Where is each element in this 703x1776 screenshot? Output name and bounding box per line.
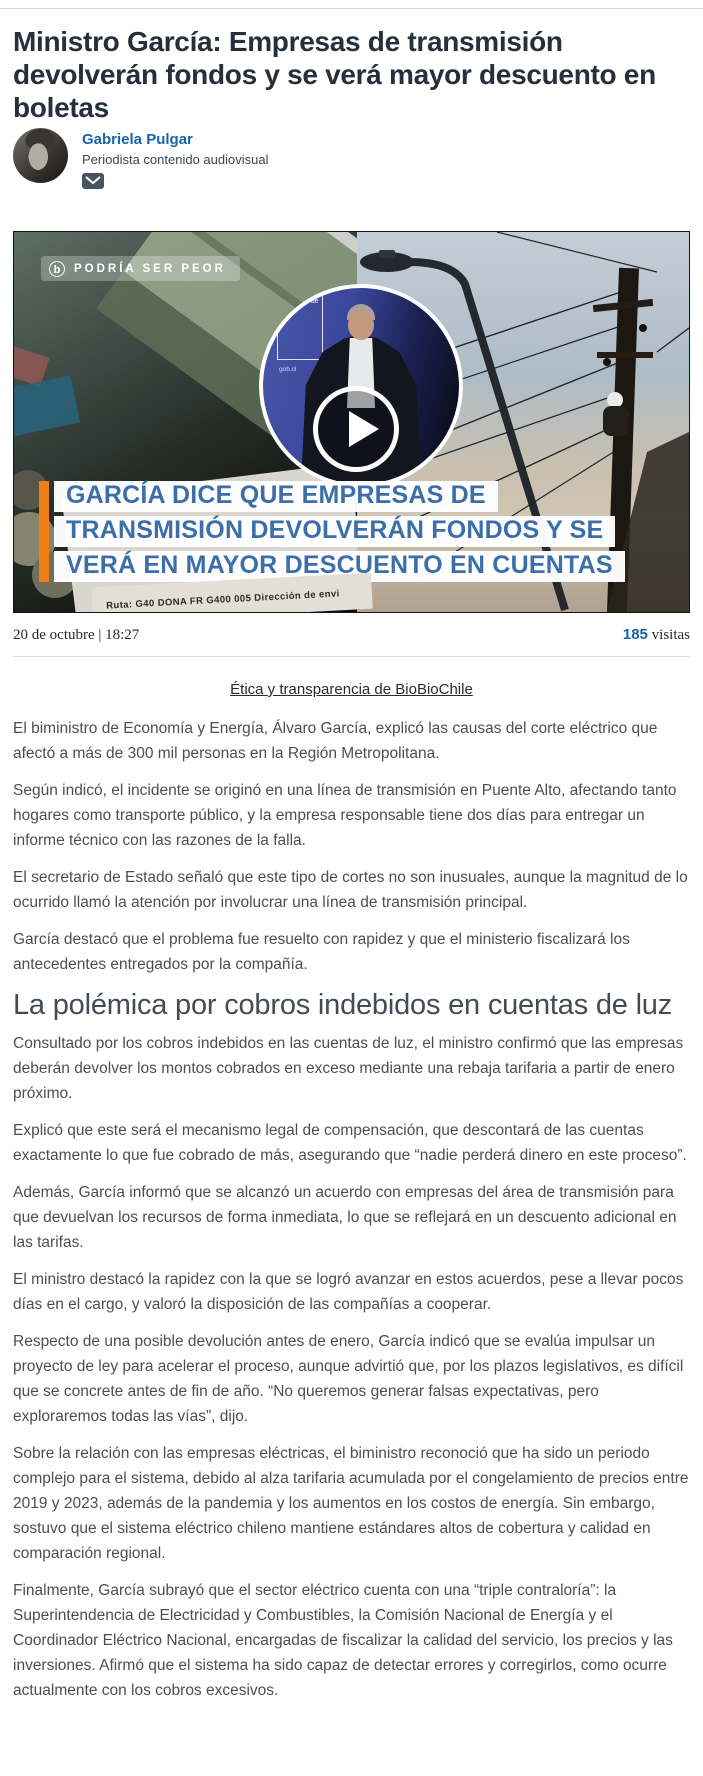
program-badge-label: PODRÍA SER PEOR (74, 262, 226, 275)
lower-third-orange-bar (39, 481, 49, 582)
author-avatar[interactable] (13, 128, 68, 183)
email-icon[interactable] (82, 173, 104, 189)
author-role: Periodista contenido audiovisual (82, 152, 269, 167)
video-title-block (54, 481, 625, 586)
article-paragraph: El secretario de Estado señaló que este tipo de cortes no son inusuales, aunque la magnitud de lo ocurrido llamó la atención por involucrar una línea de transmisión principal. (13, 869, 688, 911)
program-badge (41, 256, 240, 281)
article-paragraph: El biministro de Economía y Energía, Álvaro García, explicó las causas del corte eléctrico que afectó a más de 300 mil personas en la Región Metropolitana. (13, 720, 658, 762)
article-paragraph: Consultado por los cobros indebidos en las cuentas de luz, el ministro confirmó que las empresas deberán devolver los montos cobrados en exceso mediante una rebaja tarifaria a partir de enero próximo. (13, 1035, 684, 1102)
receipt-text: Ruta: G40 DONA FR G400 005 Dirección de envi (91, 573, 373, 613)
video-player[interactable] (13, 231, 690, 613)
meta-divider (13, 656, 690, 657)
article-paragraph: Además, García informó que se alcanzó un acuerdo con empresas del área de transmisión para que devuelvan los recursos de forma inmediata, lo que se reflejará en un descuento adicional en las tarifas. (13, 1184, 677, 1251)
article-paragraph: Respecto de una posible devolución antes de enero, García indicó que se evalúa impulsar un proyecto de ley para acelerar el proceso, aunque advirtió que, por los plazos legislativos, es difícil que se concrete antes de fin de año. “No queremos generar falsas expectativas, pero exploraremos todas las vías”, dijo. (13, 1333, 684, 1425)
article-body (13, 716, 690, 1703)
play-icon (349, 411, 379, 447)
article-paragraph: García destacó que el problema fue resuelto con rapidez y que el ministerio fiscalizará los antecedentes entregados por la compañía. (13, 931, 630, 973)
page-title: Ministro García: Empresas de transmisión devolverán fondos y se verá mayor descuento en boletas (13, 26, 656, 123)
article-paragraph: Explicó que este será el mecanismo legal de compensación, que descontará de las cuentas exactamente lo que fue cobrado de más, asegurando que “nadie perderá dinero en este proceso”. (13, 1122, 687, 1164)
views-counter (623, 626, 690, 644)
gob-cl-label: gob.cl (279, 366, 297, 373)
top-divider (0, 8, 703, 9)
views-count: 185 (622, 626, 648, 643)
video-title-line: TRANSMISIÓN DEVOLVERÁN FONDOS Y SE (54, 516, 615, 547)
views-label: visitas (651, 627, 690, 643)
article-meta (13, 626, 690, 644)
article-subheading: La polémica por cobros indebidos en cuentas de luz (13, 989, 673, 1021)
video-title-line: VERÁ EN MAYOR DESCUENTO EN CUENTAS (54, 551, 625, 582)
article-paragraph: Según indicó, el incidente se originó en una línea de transmisión en Puente Alto, afectando tanto hogares como transporte público, y la empresa responsable tiene dos días para entregar un informe técnico con las razones de la falla. (13, 782, 677, 849)
video-title-line: GARCÍA DICE QUE EMPRESAS DE (54, 481, 498, 512)
article-intro (13, 716, 690, 977)
publish-date: 20 de octubre | 18:27 (13, 627, 140, 643)
article-paragraph: El ministro destacó la rapidez con la que se logró avanzar en estos acuerdos, pese a llevar pocos días en el cargo, y valoró la disposición de las compañías a cooperar. (13, 1271, 684, 1313)
author-block (13, 128, 690, 189)
card-graphic (13, 375, 80, 437)
article-paragraph: Finalmente, García subrayó que el sector eléctrico cuenta con una “triple contraloría”: la Superintendencia de Electricidad y Combustibles, la Comisión Nacional de Energía y el Coordinador Eléctrico Nacional, encargadas de fiscalizar la calidad del servicio, los precios y las inversiones. Afirmó que el sistema ha sido capaz de detectar errores y corregirlos, como ocurre actualmente con los cobros excesivos. (13, 1582, 673, 1699)
ethics-link[interactable]: Ética y transparencia de BioBioChile (230, 681, 473, 698)
play-button[interactable] (313, 386, 399, 472)
article-paragraph: Sobre la relación con las empresas eléctricas, el biministro reconoció que ha sido un periodo complejo para el sistema, debido al alza tarifaria acumulada por el congelamiento de precios entre 2019 y 2023, además de la pandemia y los aumentos en los costos de energía. Sin embargo, sostuvo que el sistema eléctrico chileno mantiene estándares altos de cobertura y calidad en comparación regional. (13, 1445, 689, 1562)
article-rest (13, 1031, 690, 1703)
gobierno-de-chile-logo: Gobierno de Chile (277, 294, 323, 360)
author-name-link[interactable]: Gabriela Pulgar (82, 131, 193, 148)
biobio-b-icon: b (49, 261, 65, 277)
